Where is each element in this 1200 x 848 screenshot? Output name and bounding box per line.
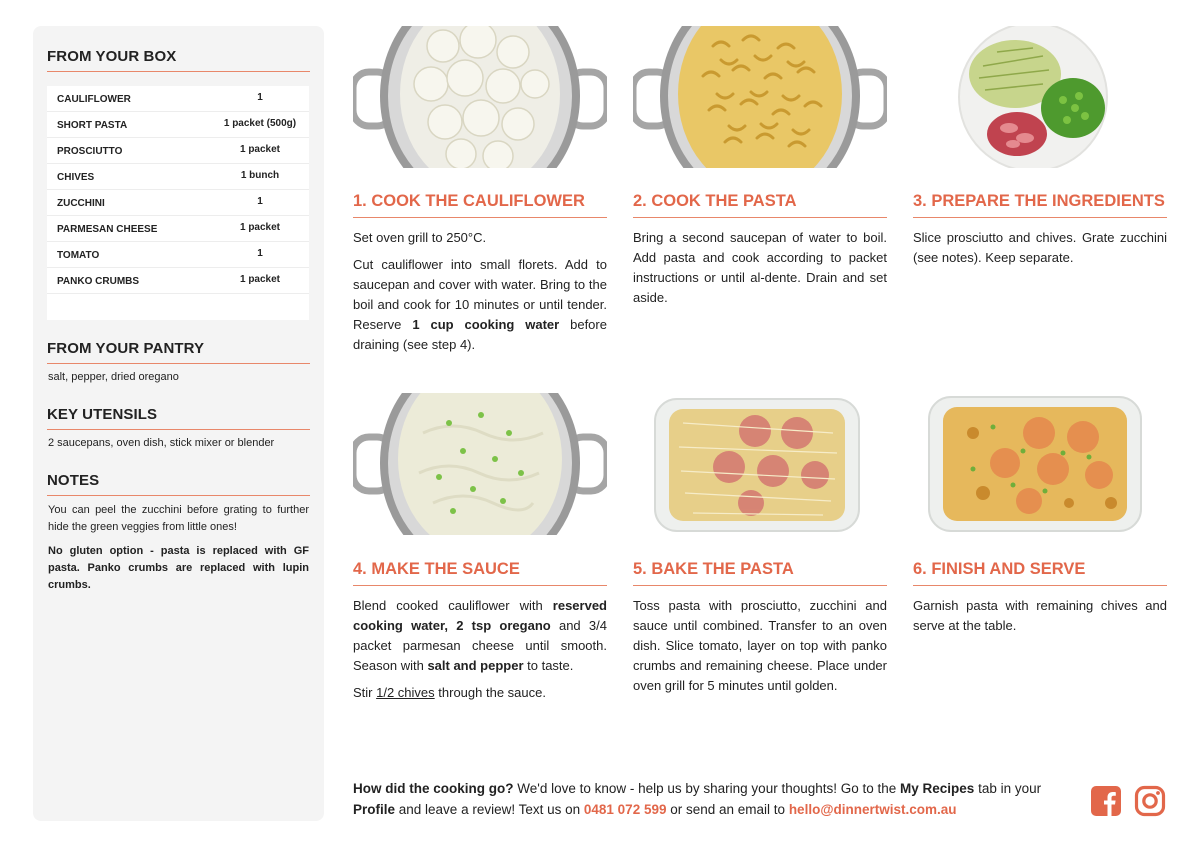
profile-link[interactable]: Profile: [353, 802, 396, 817]
step-2-image: [633, 26, 887, 168]
pasta-pot-image: [633, 26, 887, 168]
step-4-para-2: [353, 683, 607, 703]
step-1-text-end: before draining (see step 4).: [353, 317, 607, 352]
step-1-body: [353, 228, 607, 362]
step-4-text-c: and 3/4 packet parmesan cheese until smooth. Season with: [353, 618, 607, 673]
cauliflower-pot-image: [353, 26, 607, 168]
sauce-pot-image: [353, 393, 607, 535]
step-5-title: 5. BAKE THE PASTA: [633, 560, 887, 586]
step-6-image: [913, 393, 1167, 535]
box-heading: FROM YOUR BOX: [47, 48, 310, 72]
ingredient-name: PANKO CRUMBS: [57, 276, 140, 287]
note-gluten-option: [48, 543, 309, 594]
ingredients-plate-image: [913, 26, 1167, 168]
note-peel-zucchini: You can peel the zucchini before grating to further hide the green veggies from little ones!: [48, 504, 309, 533]
my-recipes-link[interactable]: My Recipes: [900, 781, 975, 796]
note-gluten-text: No gluten option - pasta is replaced with GF pasta. Panko crumbs are replaced with lupin crumbs.: [48, 545, 309, 591]
step-4-text-e: to taste.: [523, 658, 574, 673]
table-row: [47, 112, 309, 138]
feedback-footer: [353, 778, 1073, 820]
step-1-bold: 1 cup cooking water: [412, 317, 560, 332]
step-4-bold-a: reserved cooking water, 2 tsp oregano: [353, 598, 607, 633]
notes-heading: NOTES: [47, 472, 310, 496]
step-4-para-1: [353, 596, 607, 676]
pantry-text: salt, pepper, dried oregano: [48, 371, 179, 383]
step-4-stir-text: Stir: [353, 685, 377, 700]
table-row: [47, 138, 309, 164]
phone-link[interactable]: 0481 072 599: [583, 802, 667, 817]
table-row: [47, 216, 309, 242]
ingredient-name: CHIVES: [57, 172, 95, 183]
footer-question: How did the cooking go?: [353, 781, 514, 796]
step-2-body: [633, 228, 887, 315]
step-5-para-1: Toss pasta with prosciutto, zucchini and sauce until combined. Transfer to an oven dish. Slice tomato, layer on top with panko crumbs and remaining cheese. Place under oven grill for 5 minutes until golden.: [633, 598, 887, 693]
step-1-text: Cut cauliflower into small florets. Add to saucepan and cover with water. Bring to the boil and cook for 10 minutes or until tender. Reserve: [353, 257, 607, 332]
step-1-para-2: [353, 255, 607, 355]
step-6-para-1: Garnish pasta with remaining chives and serve at the table.: [913, 598, 1167, 633]
step-1-title: 1. COOK THE CAULIFLOWER: [353, 192, 607, 218]
step-6-title: 6. FINISH AND SERVE: [913, 560, 1167, 586]
step-6-body: [913, 596, 1167, 643]
footer-text-4: or send an email to: [666, 802, 789, 817]
ingredient-qty: 1 packet: [239, 222, 281, 233]
table-row: [47, 86, 309, 112]
instagram-icon[interactable]: [1134, 785, 1166, 817]
step-3-body: [913, 228, 1167, 275]
step-3-title: 3. PREPARE THE INGREDIENTS: [913, 192, 1167, 218]
ingredient-name: CAULIFLOWER: [57, 94, 131, 105]
ingredient-qty: 1 bunch: [240, 170, 280, 181]
ingredient-name: SHORT PASTA: [57, 120, 128, 131]
ingredient-qty: 1 packet (500g): [223, 118, 297, 129]
step-2-para-1: Bring a second saucepan of water to boil. Add pasta and cook according to packet instructions or until al-dente. Drain and set aside.: [633, 230, 887, 305]
sidebar-panel: [33, 26, 324, 821]
footer-text-3: and leave a review! Text us on: [395, 802, 584, 817]
step-5-image: [633, 393, 887, 535]
step-4-bold-d: salt and pepper: [427, 658, 524, 673]
ingredient-qty: 1 packet: [239, 274, 281, 285]
step-4-image: [353, 393, 607, 535]
ingredient-qty: 1: [257, 92, 263, 103]
facebook-icon[interactable]: [1090, 785, 1122, 817]
step-1-para-1: Set oven grill to 250°C.: [353, 230, 487, 245]
ingredient-qty: 1 packet: [239, 144, 281, 155]
ingredient-qty: 1: [257, 248, 263, 259]
finished-dish-image: [913, 393, 1167, 535]
table-row: [47, 164, 309, 190]
pantry-heading: FROM YOUR PANTRY: [47, 340, 310, 364]
step-3-para-1: Slice prosciutto and chives. Grate zucchini (see notes). Keep separate.: [913, 230, 1167, 265]
step-4-chives-link: 1/2 chives: [376, 685, 435, 700]
ingredient-name: TOMATO: [57, 250, 100, 261]
bake-dish-image: [633, 393, 887, 535]
ingredient-name: ZUCCHINI: [57, 198, 105, 209]
ingredient-name: PROSCIUTTO: [57, 146, 123, 157]
ingredient-name: PARMESAN CHEESE: [57, 224, 158, 235]
table-row: [47, 242, 309, 268]
step-2-title: 2. COOK THE PASTA: [633, 192, 887, 218]
step-5-body: [633, 596, 887, 703]
box-ingredients-table: [47, 86, 309, 320]
step-4-text-a: Blend cooked cauliflower with: [353, 598, 553, 613]
step-4-stir-end: through the sauce.: [434, 685, 546, 700]
step-1-image: [353, 26, 607, 168]
step-4-title: 4. MAKE THE SAUCE: [353, 560, 607, 586]
step-3-image: [913, 26, 1167, 168]
footer-text-1: We'd love to know - help us by sharing your thoughts! Go to the: [513, 781, 901, 796]
table-row: [47, 268, 309, 294]
utensils-heading: KEY UTENSILS: [47, 406, 310, 430]
ingredient-qty: 1: [257, 196, 263, 207]
step-4-body: [353, 596, 607, 710]
footer-text-2: tab in your: [974, 781, 1042, 796]
email-link[interactable]: hello@dinnertwist.com.au: [788, 802, 957, 817]
table-row: [47, 190, 309, 216]
utensils-text: 2 saucepans, oven dish, stick mixer or blender: [48, 437, 275, 449]
